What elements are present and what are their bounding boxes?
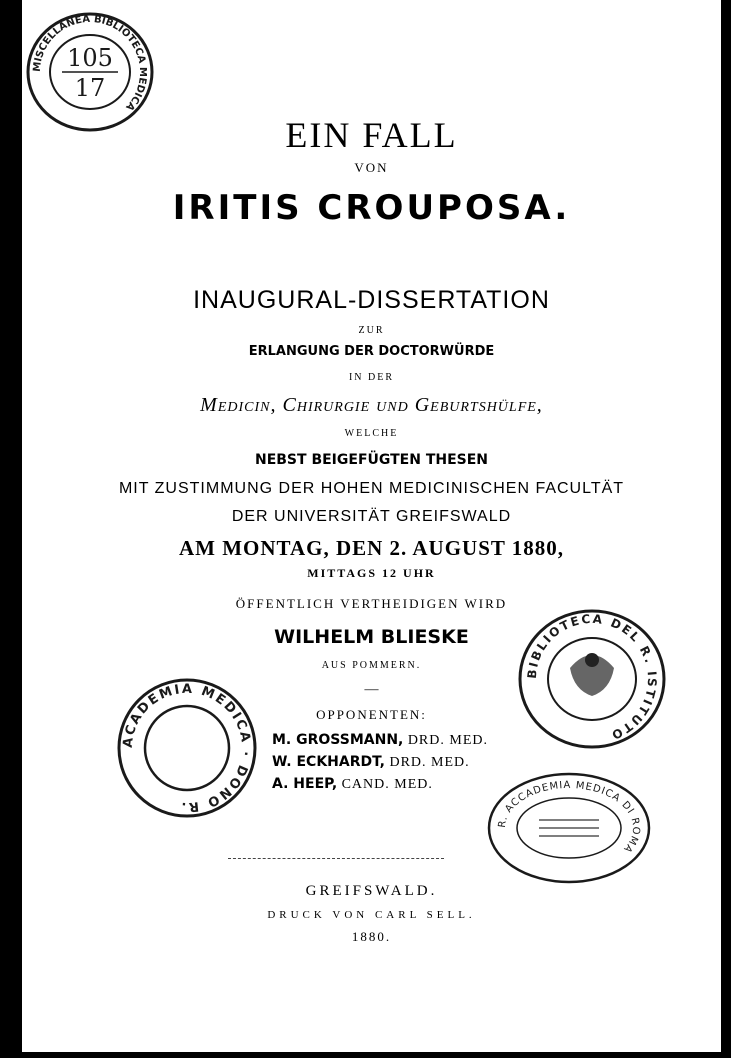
svg-text:ACADEMIA MEDICA · DONO R.	[121, 682, 253, 814]
svg-text:R. ACCADEMIA MEDICA DI ROMA	[497, 780, 641, 855]
imprint-city: GREIFSWALD.	[305, 883, 438, 899]
text-nebst-thesen: NEBST BEIGEFÜGTEN THESEN	[254, 452, 489, 468]
text-in-der: IN DER	[348, 372, 395, 383]
opponents-heading: OPPONENTEN:	[316, 707, 427, 722]
opponent-row	[272, 754, 470, 771]
stamp-number-top: 105	[67, 44, 113, 72]
opponent-row	[272, 776, 433, 793]
stamp-number-bottom: 17	[74, 74, 106, 102]
text-oeffentlich: ÖFFENTLICH VERTHEIDIGEN WIRD	[235, 596, 508, 611]
separator-dash: —	[364, 682, 379, 697]
imprint-printer: DRUCK VON CARL SELL.	[267, 909, 476, 921]
text-universitaet: DER UNIVERSITÄT GREIFSWALD	[231, 508, 512, 525]
imprint-year: 1880.	[351, 929, 392, 944]
academy-stamp-bottom-right	[484, 770, 654, 886]
opponent-degree: CAND. MED.	[341, 777, 433, 792]
opponent-name: M. GROSSMANN,	[272, 732, 404, 748]
text-erlangung: ERLANGUNG DER DOCTORWÜRDE	[248, 344, 495, 359]
opponent-name: A. HEEP,	[272, 776, 338, 792]
scan-edge-bottom	[0, 1052, 731, 1058]
opponent-name: W. ECKHARDT,	[272, 754, 386, 770]
library-stamp-top-left	[20, 8, 160, 136]
text-zustimmung: MIT ZUSTIMMUNG DER HOHEN MEDICINISCHEN FACULTÄT	[118, 480, 625, 497]
title-line-1: EIN FALL	[285, 115, 458, 155]
author-origin: AUS POMMERN.	[321, 660, 422, 671]
author-name: WILHELM BLIESKE	[274, 626, 469, 648]
dissertation-heading: INAUGURAL-DISSERTATION	[193, 286, 550, 314]
faculty-fields: Medicin, Chirurgie und Geburtshülfe,	[200, 394, 543, 416]
defense-date: AM MONTAG, DEN 2. AUGUST 1880,	[178, 536, 565, 560]
stamp-ring-text: ACADEMIA MEDICA · DONO R.	[120, 681, 254, 815]
imprint-rule	[228, 858, 444, 859]
title-von: VON	[354, 160, 389, 175]
library-stamp-middle-right	[512, 604, 672, 754]
scan-edge-left	[0, 0, 22, 1058]
stamp-ring-text: R. ACCADEMIA MEDICA DI ROMA	[496, 779, 642, 855]
defense-time: MITTAGS 12 UHR	[307, 566, 436, 580]
donor-stamp-middle-left	[112, 676, 262, 820]
opponent-degree: DRD. MED.	[407, 733, 488, 748]
scan-edge-right	[721, 0, 731, 1058]
text-welche: WELCHE	[344, 428, 399, 439]
text-zur: ZUR	[358, 325, 385, 336]
stamp-ring-text: MISCELLANEA BIBLIOTECA MEDICA	[31, 13, 149, 113]
stamp-ring-text: BIBLIOTECA DEL R. ISTITUTO	[524, 611, 660, 743]
opponent-degree: DRD. MED.	[389, 755, 470, 770]
title-line-2: IRITIS CROUPOSA.	[172, 188, 571, 228]
opponent-row	[272, 732, 488, 749]
